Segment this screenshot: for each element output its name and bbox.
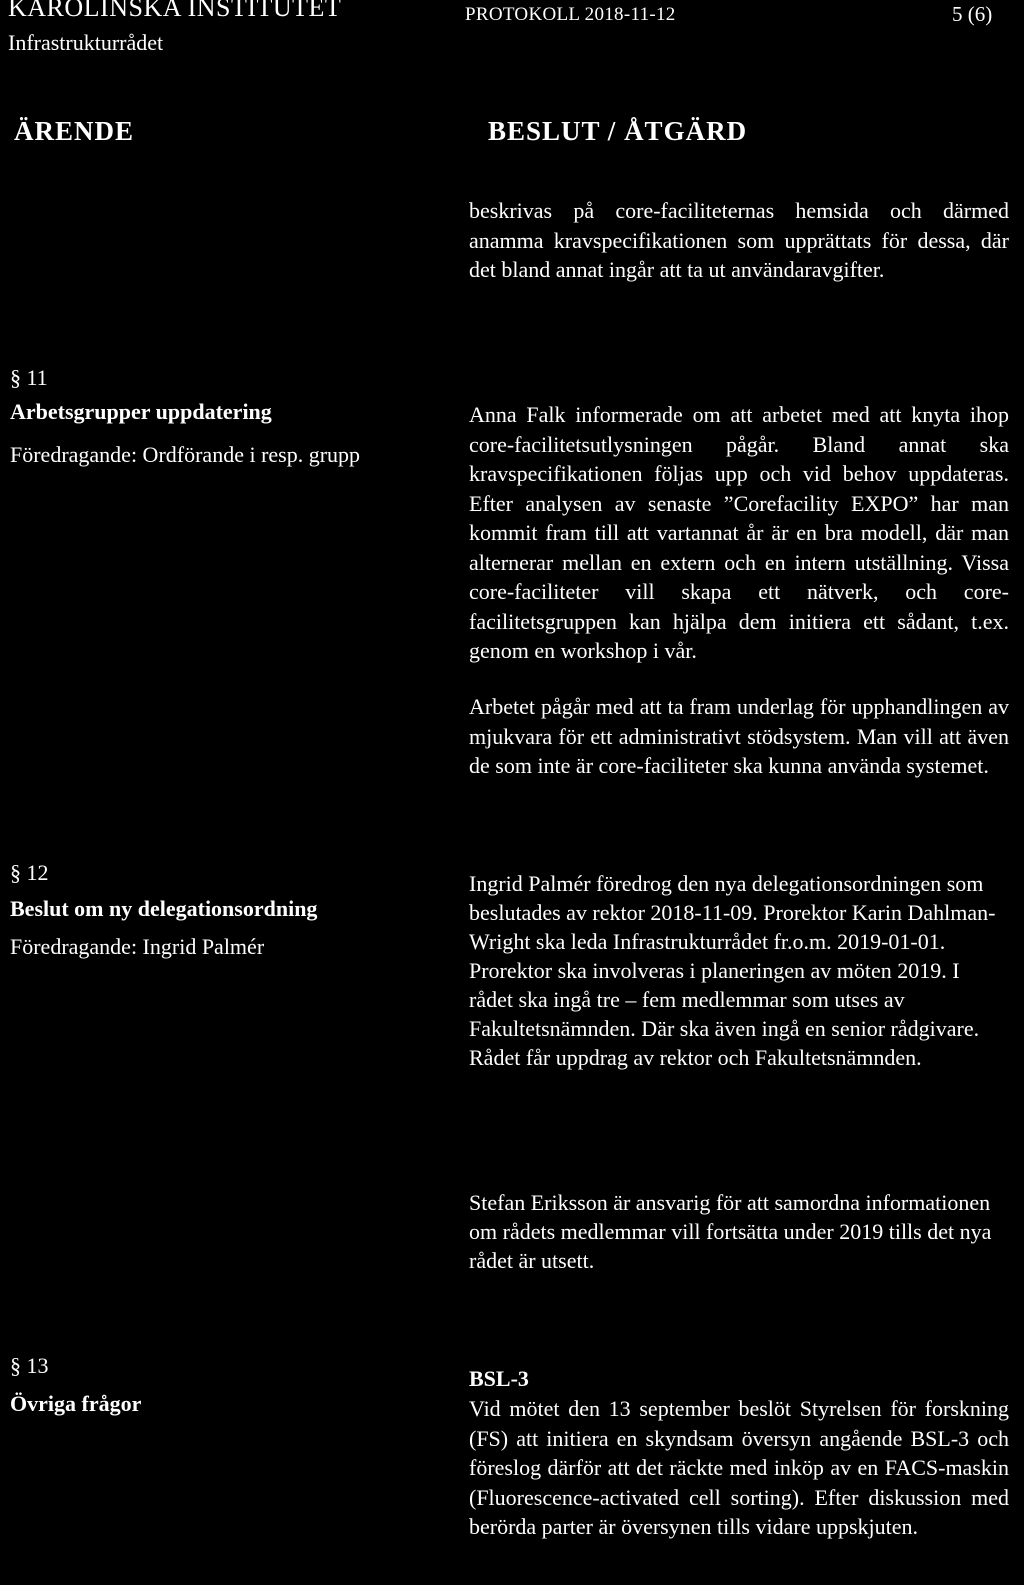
department-name: Infrastrukturrådet [8, 30, 164, 55]
protocol-date: PROTOKOLL 2018-11-12 [465, 4, 676, 25]
item-11-title: Arbetsgrupper uppdatering [10, 399, 272, 424]
item-12-presenter: Föredragande: Ingrid Palmér [10, 934, 265, 959]
column-heading-beslut: BESLUT / ÅTGÄRD [488, 116, 748, 146]
item-11-number: § 11 [10, 365, 48, 390]
organization-name: KAROLINSKA INSTITUTET [8, 0, 342, 22]
item-11-paragraph-2: Arbetet pågår med att ta fram underlag för upphandlingen av mjukvara för ett administrativt stödsystem. Man vill att även de som inte är core-faciliteter ska kunna använda systemet. [469, 694, 1009, 778]
item-11-presenter: Föredragande: Ordförande i resp. grupp [10, 442, 361, 467]
item-13-title: Övriga frågor [10, 1391, 142, 1416]
page-number: 5 (6) [952, 2, 993, 26]
item-12-title: Beslut om ny delegationsordning [10, 896, 318, 921]
item-12-paragraph-1: Ingrid Palmér föredrog den nya delegationsordningen som beslutades av rektor 2018-11-09. Prorektor Karin Dahlman-Wright ska leda Infrastrukturrådet fr.o.m. 2019-01-01. Prorektor ska involveras i planeringen av möten 2019. I rådet ska ingå tre – fem medlemmar som utses av Fakultetsnämnden. Där ska även ingå en senior rådgivare. Rådet får uppdrag av rektor och Fakultetsnämnden. [469, 871, 996, 1070]
item-13-subheading: BSL-3 [469, 1366, 529, 1391]
item-13-number: § 13 [10, 1353, 49, 1378]
item-12-number: § 12 [10, 860, 49, 885]
item-11-paragraph-1: Anna Falk informerade om att arbetet med att knyta ihop core-facilitetsutlysningen pågår. Bland annat ska kravspecifikationen följas upp och vid behov uppdateras. Efter analysen av senaste ”Corefacility EXPO” har man kommit fram till att vartannat år är en bra modell, där man alternerar mellan en extern och en intern utställning. Vissa core-faciliteter vill skapa ett nätverk, och core-facilitetsgruppen kan hjälpa dem initiera ett sådant, t.ex. genom en workshop i vår. [469, 402, 1009, 663]
item-12-paragraph-2: Stefan Eriksson är ansvarig för att samordna informationen om rådets medlemmar vill fortsätta under 2019 tills det nya rådet är utsett. [469, 1190, 992, 1273]
continuation-paragraph: beskrivas på core-faciliteternas hemsida och därmed anamma kravspecifikationen som upprättats för dessa, där det bland annat ingår att ta ut användaravgifter. [469, 198, 1009, 282]
column-heading-arende: ÄRENDE [14, 116, 135, 146]
item-13-paragraph-1: Vid mötet den 13 september beslöt Styrelsen för forskning (FS) att initiera en skyndsam översyn angående BSL-3 och föreslog därför att det räckte med inköp av en FACS-maskin (Fluorescence-activated cell sorting). Efter diskussion med berörda parter är översynen tills vidare uppskjuten. [469, 1396, 1009, 1539]
